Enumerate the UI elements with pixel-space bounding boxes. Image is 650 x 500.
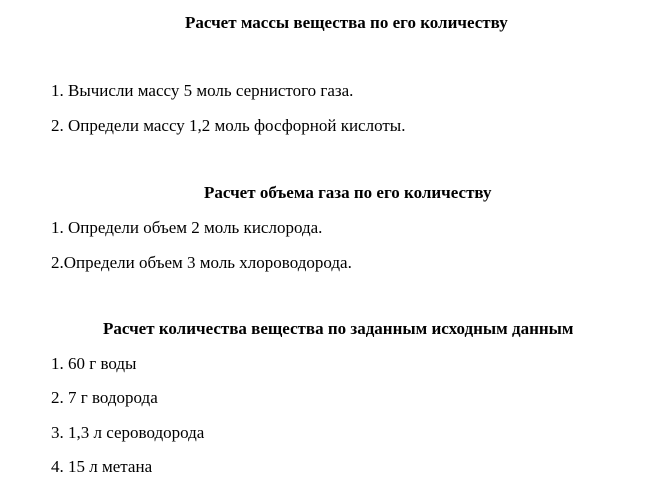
list-item: 1. 60 г воды	[51, 354, 137, 373]
section-title-gas-volume: Расчет объема газа по его количеству	[204, 183, 492, 202]
list-item: 1. Вычисли массу 5 моль сернистого газа.	[51, 81, 354, 100]
list-item: 4. 15 л метана	[51, 457, 153, 476]
list-item: 2. Определи массу 1,2 моль фосфорной кислоты.	[51, 116, 406, 135]
list-item: 1. Определи объем 2 моль кислорода.	[51, 218, 323, 237]
list-item: 3. 1,3 л сероводорода	[51, 423, 205, 442]
section-title-amount-of-substance: Расчет количества вещества по заданным исходным данным	[103, 319, 574, 338]
list-item: 2. 7 г водорода	[51, 388, 158, 407]
list-item: 2.Определи объем 3 моль хлороводорода.	[51, 253, 352, 272]
section-title-mass: Расчет массы вещества по его количеству	[185, 13, 508, 32]
